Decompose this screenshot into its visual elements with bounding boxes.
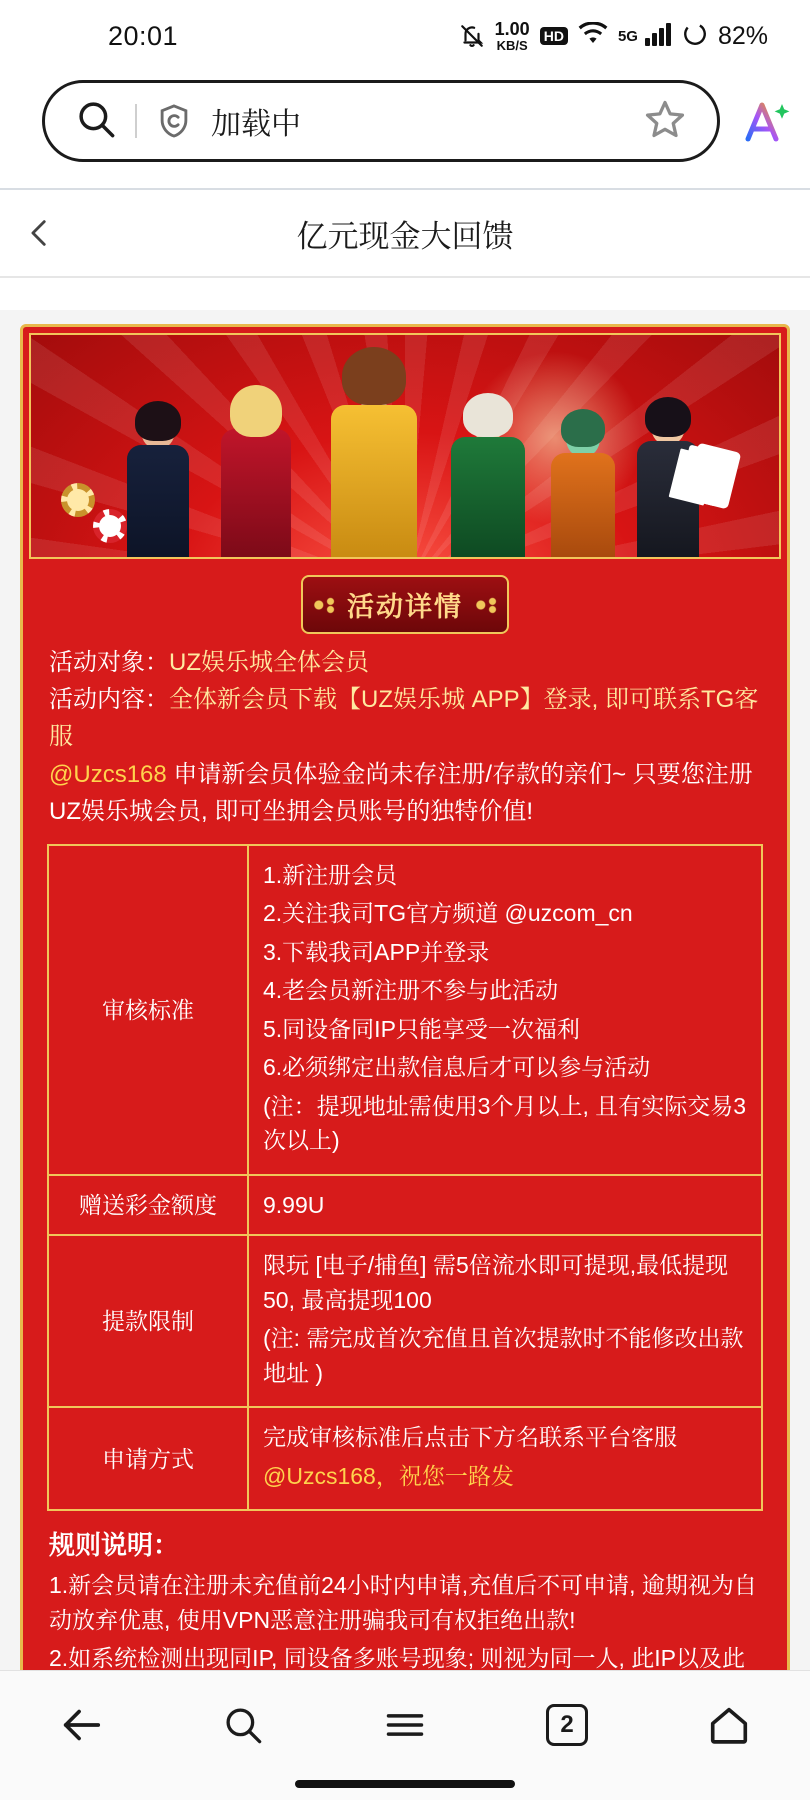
list-item: 完成审核标准后点击下方名联系平台客服 bbox=[263, 1424, 677, 1451]
intro-text-3: 申请新会员体验金尚未存注册/存款的亲们~ 只要您注册 bbox=[173, 760, 753, 788]
network-speed-value: 1.00 bbox=[494, 19, 530, 39]
network-type-label: 5G bbox=[617, 27, 638, 45]
back-button[interactable] bbox=[0, 216, 80, 250]
banner-character bbox=[451, 401, 525, 557]
intro-label-2: 活动内容： bbox=[49, 686, 169, 714]
browser-toolbar bbox=[0, 72, 810, 188]
network-speed-indicator bbox=[495, 20, 530, 52]
intro-text-2: 全体新会员下载【UZ娱乐城 APP】登录, 即可联系TG客服 bbox=[49, 686, 759, 751]
list-item: 5.同设备同IP只能享受一次福利 bbox=[263, 1015, 580, 1042]
hd-icon: HD bbox=[540, 27, 568, 45]
list-item: 2.关注我司TG官方频道 @uzcom_cn bbox=[263, 900, 633, 927]
notifications-muted-icon bbox=[459, 23, 485, 49]
page-content bbox=[0, 310, 810, 1670]
nav-menu-button[interactable] bbox=[350, 1690, 460, 1760]
nav-back-button[interactable] bbox=[26, 1690, 136, 1760]
url-text[interactable]: 加载中 bbox=[211, 108, 301, 141]
search-icon[interactable] bbox=[75, 98, 117, 145]
promo-intro bbox=[23, 638, 787, 840]
list-item[interactable]: @Uzcs168，祝您一路发 bbox=[263, 1462, 514, 1489]
status-time: 20:01 bbox=[108, 20, 179, 51]
network-speed-unit: KB/S bbox=[496, 38, 528, 53]
intro-line-4: UZ娱乐城会员, 即可坐拥会员账号的独特价值! bbox=[49, 797, 533, 825]
star-icon[interactable] bbox=[643, 97, 687, 146]
row-key: 审核标准 bbox=[48, 845, 248, 1175]
list-item: (注: 需完成首次充值且首次提款时不能修改出款地址 ) bbox=[263, 1325, 744, 1386]
page-title: 亿元现金大回馈 bbox=[296, 218, 514, 254]
intro-text-1: UZ娱乐城全体会员 bbox=[169, 649, 369, 676]
battery-percent: 82% bbox=[717, 21, 768, 50]
row-value bbox=[248, 1235, 762, 1407]
browser-bottom-nav bbox=[0, 1670, 810, 1800]
intro-line-2 bbox=[49, 681, 761, 755]
status-bar bbox=[0, 0, 810, 72]
toolbar-divider bbox=[135, 104, 137, 138]
wifi-icon bbox=[578, 22, 608, 51]
casino-chip-icon bbox=[93, 509, 127, 543]
list-item: 3.下载我司APP并登录 bbox=[263, 938, 490, 965]
row-key: 申请方式 bbox=[48, 1407, 248, 1510]
table-row bbox=[48, 1407, 762, 1510]
banner-character bbox=[221, 393, 291, 557]
nav-search-button[interactable] bbox=[188, 1690, 298, 1760]
section-title-row bbox=[23, 565, 787, 638]
table-row bbox=[48, 1235, 762, 1407]
tab-count[interactable]: 2 bbox=[546, 1704, 588, 1746]
shield-c-icon[interactable] bbox=[155, 102, 193, 140]
intro-line-1 bbox=[49, 644, 761, 681]
banner-character bbox=[127, 409, 189, 557]
row-value: 9.99U bbox=[248, 1175, 762, 1236]
list-item: 6.必须绑定出款信息后才可以参与活动 bbox=[263, 1054, 651, 1081]
banner-character bbox=[551, 417, 615, 557]
list-item: (注：提现地址需使用3个月以上, 且有实际交易3次以上) bbox=[263, 1092, 747, 1154]
battery-icon bbox=[682, 21, 708, 52]
table-row bbox=[48, 1175, 762, 1236]
telegram-support-handle[interactable]: @Uzcs168 bbox=[49, 760, 167, 788]
list-item: 4.老会员新注册不参与此活动 bbox=[263, 977, 559, 1004]
nav-tabs-button[interactable] bbox=[512, 1690, 622, 1760]
banner-character bbox=[331, 361, 417, 557]
ai-assistant-icon[interactable] bbox=[738, 95, 790, 147]
row-value bbox=[248, 845, 762, 1175]
intro-label-1: 活动对象： bbox=[49, 649, 169, 676]
row-key: 提款限制 bbox=[48, 1235, 248, 1407]
table-row bbox=[48, 845, 762, 1175]
nav-home-button[interactable] bbox=[674, 1690, 784, 1760]
list-item: 限玩 [电子/捕鱼] 需5倍流水即可提现,最低提现50, 最高提现100 bbox=[263, 1252, 729, 1313]
status-icons bbox=[459, 20, 768, 52]
promo-rules bbox=[23, 1511, 787, 1670]
banner-characters bbox=[31, 357, 779, 557]
intro-line-3 bbox=[49, 756, 761, 793]
rules-title: 规则说明： bbox=[49, 1530, 180, 1561]
row-value bbox=[248, 1407, 762, 1510]
signal-bars-icon bbox=[644, 22, 672, 51]
address-bar[interactable] bbox=[42, 80, 720, 162]
promo-banner-image bbox=[29, 333, 781, 559]
promotion-card bbox=[20, 324, 790, 1670]
page-header bbox=[0, 190, 810, 278]
casino-chip-icon bbox=[61, 483, 95, 517]
list-item: 1.新注册会员 bbox=[263, 861, 398, 888]
section-title: 活动详情 bbox=[301, 575, 509, 634]
rule-item: 2.如系统检测出现同IP, 同设备多账号现象; 则视为同一人, 此IP以及此 bbox=[49, 1645, 746, 1670]
promo-detail-table bbox=[47, 844, 763, 1512]
gesture-indicator bbox=[295, 1780, 515, 1788]
row-key: 赠送彩金额度 bbox=[48, 1175, 248, 1236]
rule-item: 1.新会员请在注册未充值前24小时内申请,充值后不可申请, 逾期视为自动放弃优惠, 使用VPN恶意注册骗我司有权拒绝出款! bbox=[49, 1572, 757, 1633]
